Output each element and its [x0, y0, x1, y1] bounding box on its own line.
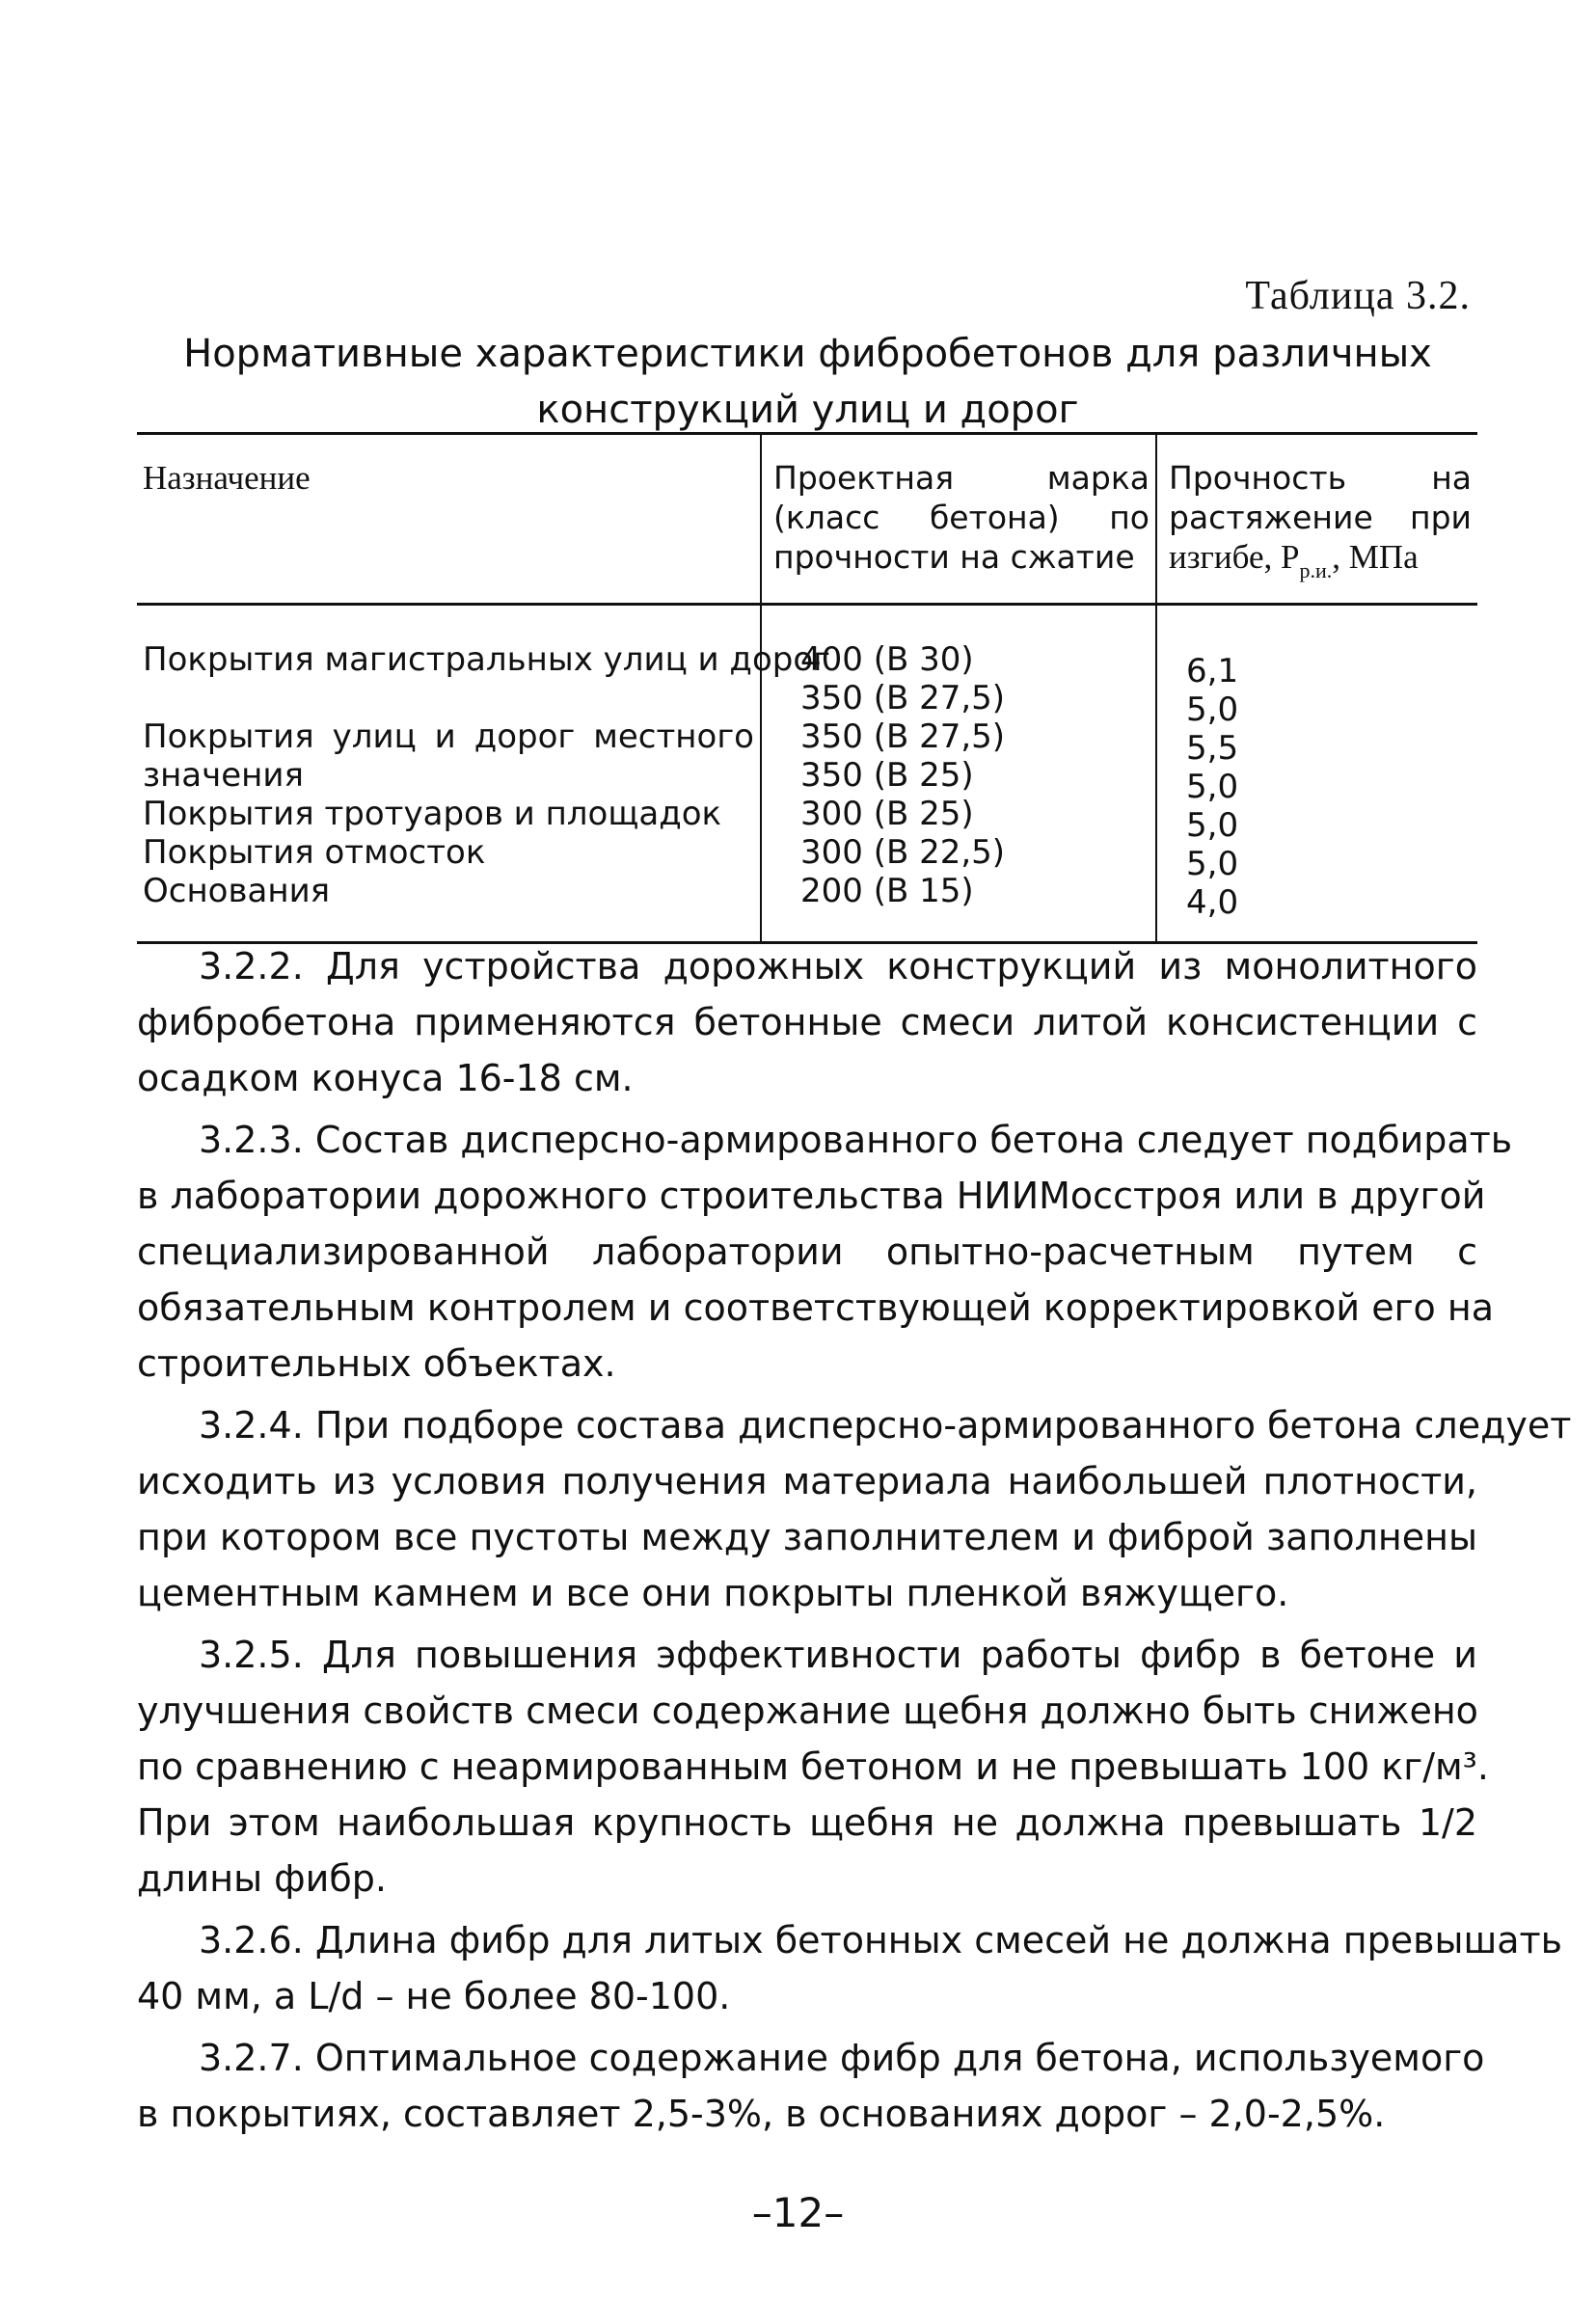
text-line: 3.2.5. Для повышения эффективности работы фибр в бетоне и — [199, 1634, 1477, 1676]
table-number: Таблица 3.2. — [1245, 274, 1471, 318]
text-line: обязательным контролем и соответствующей корректировкой его на — [137, 1286, 1495, 1329]
purpose-item: Основания — [143, 872, 331, 910]
text-line: 3.2.6. Длина фибр для литых бетонных смесей не должна превышать — [199, 1919, 1563, 1961]
text-line: цементным камнем и все они покрыты пленкой вяжущего. — [137, 1572, 1289, 1614]
paragraph-3-2-3 — [137, 1112, 1513, 1392]
strength-value: 5,0 — [1186, 690, 1239, 729]
strength-value: 4,0 — [1186, 883, 1239, 922]
grade-value: 300 (В 25) — [800, 795, 974, 833]
text-line: 40 мм, а L/d – не более 80-100. — [137, 1975, 731, 2017]
paragraph-3-2-4 — [137, 1397, 1572, 1621]
text-line: 3.2.3. Состав дисперсно-армированного бетона следует подбирать — [199, 1119, 1513, 1161]
paragraph-3-2-6 — [137, 1912, 1563, 2024]
header-line: Проектная марка — [773, 459, 1150, 497]
text-line: 3.2.2. Для устройства дорожных конструкций из монолитного — [199, 945, 1477, 987]
paragraph-3-2-2 — [137, 938, 1477, 1106]
text-line: длины фибр. — [137, 1857, 388, 1900]
header-line: растяжение при — [1169, 499, 1472, 536]
text-line: осадком конуса 16-18 см. — [137, 1057, 634, 1099]
text-line: по сравнению с неармированным бетоном и не превышать 100 кг/м³. — [137, 1745, 1489, 1788]
text-line: в лаборатории дорожного строительства НИИМосстроя или в другой — [137, 1175, 1486, 1217]
text-line: исходить из условия получения материала наибольшей плотности, — [137, 1460, 1477, 1502]
text-line: при котором все пустоты между заполнителем и фиброй заполнены — [137, 1516, 1477, 1558]
header-text: изгибе, Р — [1169, 538, 1300, 576]
grade-value: 400 (В 30) — [800, 640, 974, 679]
strength-value: 6,1 — [1186, 652, 1239, 690]
header-line: (класс бетона) по — [773, 499, 1150, 536]
header-text: , МПа — [1332, 538, 1419, 576]
grade-value: 350 (В 25) — [800, 756, 974, 795]
header-subscript: р.и. — [1299, 558, 1333, 582]
page-number: –12– — [751, 2189, 845, 2236]
header-line: Прочность на — [1169, 459, 1472, 497]
purpose-item: Покрытия тротуаров и площадок — [143, 795, 722, 833]
characteristics-table — [137, 432, 1477, 944]
purpose-cell — [137, 605, 830, 943]
header-line — [1169, 537, 1472, 590]
paragraph-3-2-7 — [137, 2030, 1485, 2142]
table-body-row — [137, 605, 1477, 943]
strength-value: 5,5 — [1186, 729, 1239, 768]
paragraph-3-2-5 — [137, 1627, 1489, 1907]
text-line: специализированной лаборатории опытно-расчетным путем с — [137, 1231, 1477, 1273]
text-line: в покрытиях, составляет 2,5-3%, в основаниях дорог – 2,0-2,5%. — [137, 2093, 1386, 2135]
purpose-item: значения — [143, 756, 304, 795]
purpose-item — [143, 679, 760, 717]
strength-value: 5,0 — [1186, 768, 1239, 806]
text-line: При этом наибольшая крупность щебня не должна превышать 1/2 — [137, 1801, 1477, 1844]
header-line: прочности на сжатие — [773, 538, 1135, 576]
header-design-grade — [761, 434, 1156, 605]
body-text — [137, 938, 1572, 2148]
text-line: улучшения свойств смеси содержание щебня должно быть снижено — [137, 1690, 1478, 1732]
text-line: фибробетона применяются бетонные смеси литой консистенции с — [137, 1001, 1477, 1043]
table-title — [135, 326, 1480, 438]
purpose-item: Покрытия отмосток — [143, 833, 486, 872]
grade-value: 350 (В 27,5) — [800, 679, 1006, 717]
text-line: строительных объектах. — [137, 1342, 616, 1385]
text-line: 3.2.4. При подборе состава дисперсно-армированного бетона следует — [199, 1404, 1572, 1447]
header-tensile-strength — [1156, 434, 1477, 605]
table-title-line: конструкций улиц и дорог — [536, 388, 1079, 432]
grade-cell — [761, 605, 1156, 943]
grade-value: 350 (В 27,5) — [800, 717, 1006, 756]
strength-value: 5,0 — [1186, 845, 1239, 883]
header-purpose: Назначение — [137, 434, 761, 605]
table-header-row — [137, 434, 1477, 605]
grade-value: 200 (В 15) — [800, 872, 974, 910]
strength-value: 5,0 — [1186, 806, 1239, 845]
text-line: 3.2.7. Оптимальное содержание фибр для бетона, используемого — [199, 2037, 1485, 2079]
strength-cell — [1156, 605, 1477, 943]
grade-value: 300 (В 22,5) — [800, 833, 1006, 872]
table-title-line: Нормативные характеристики фибробетонов для различных — [183, 332, 1432, 376]
purpose-item: Покрытия улиц и дорог местного — [143, 717, 754, 756]
purpose-item: Покрытия магистральных улиц и дорог — [143, 640, 830, 679]
